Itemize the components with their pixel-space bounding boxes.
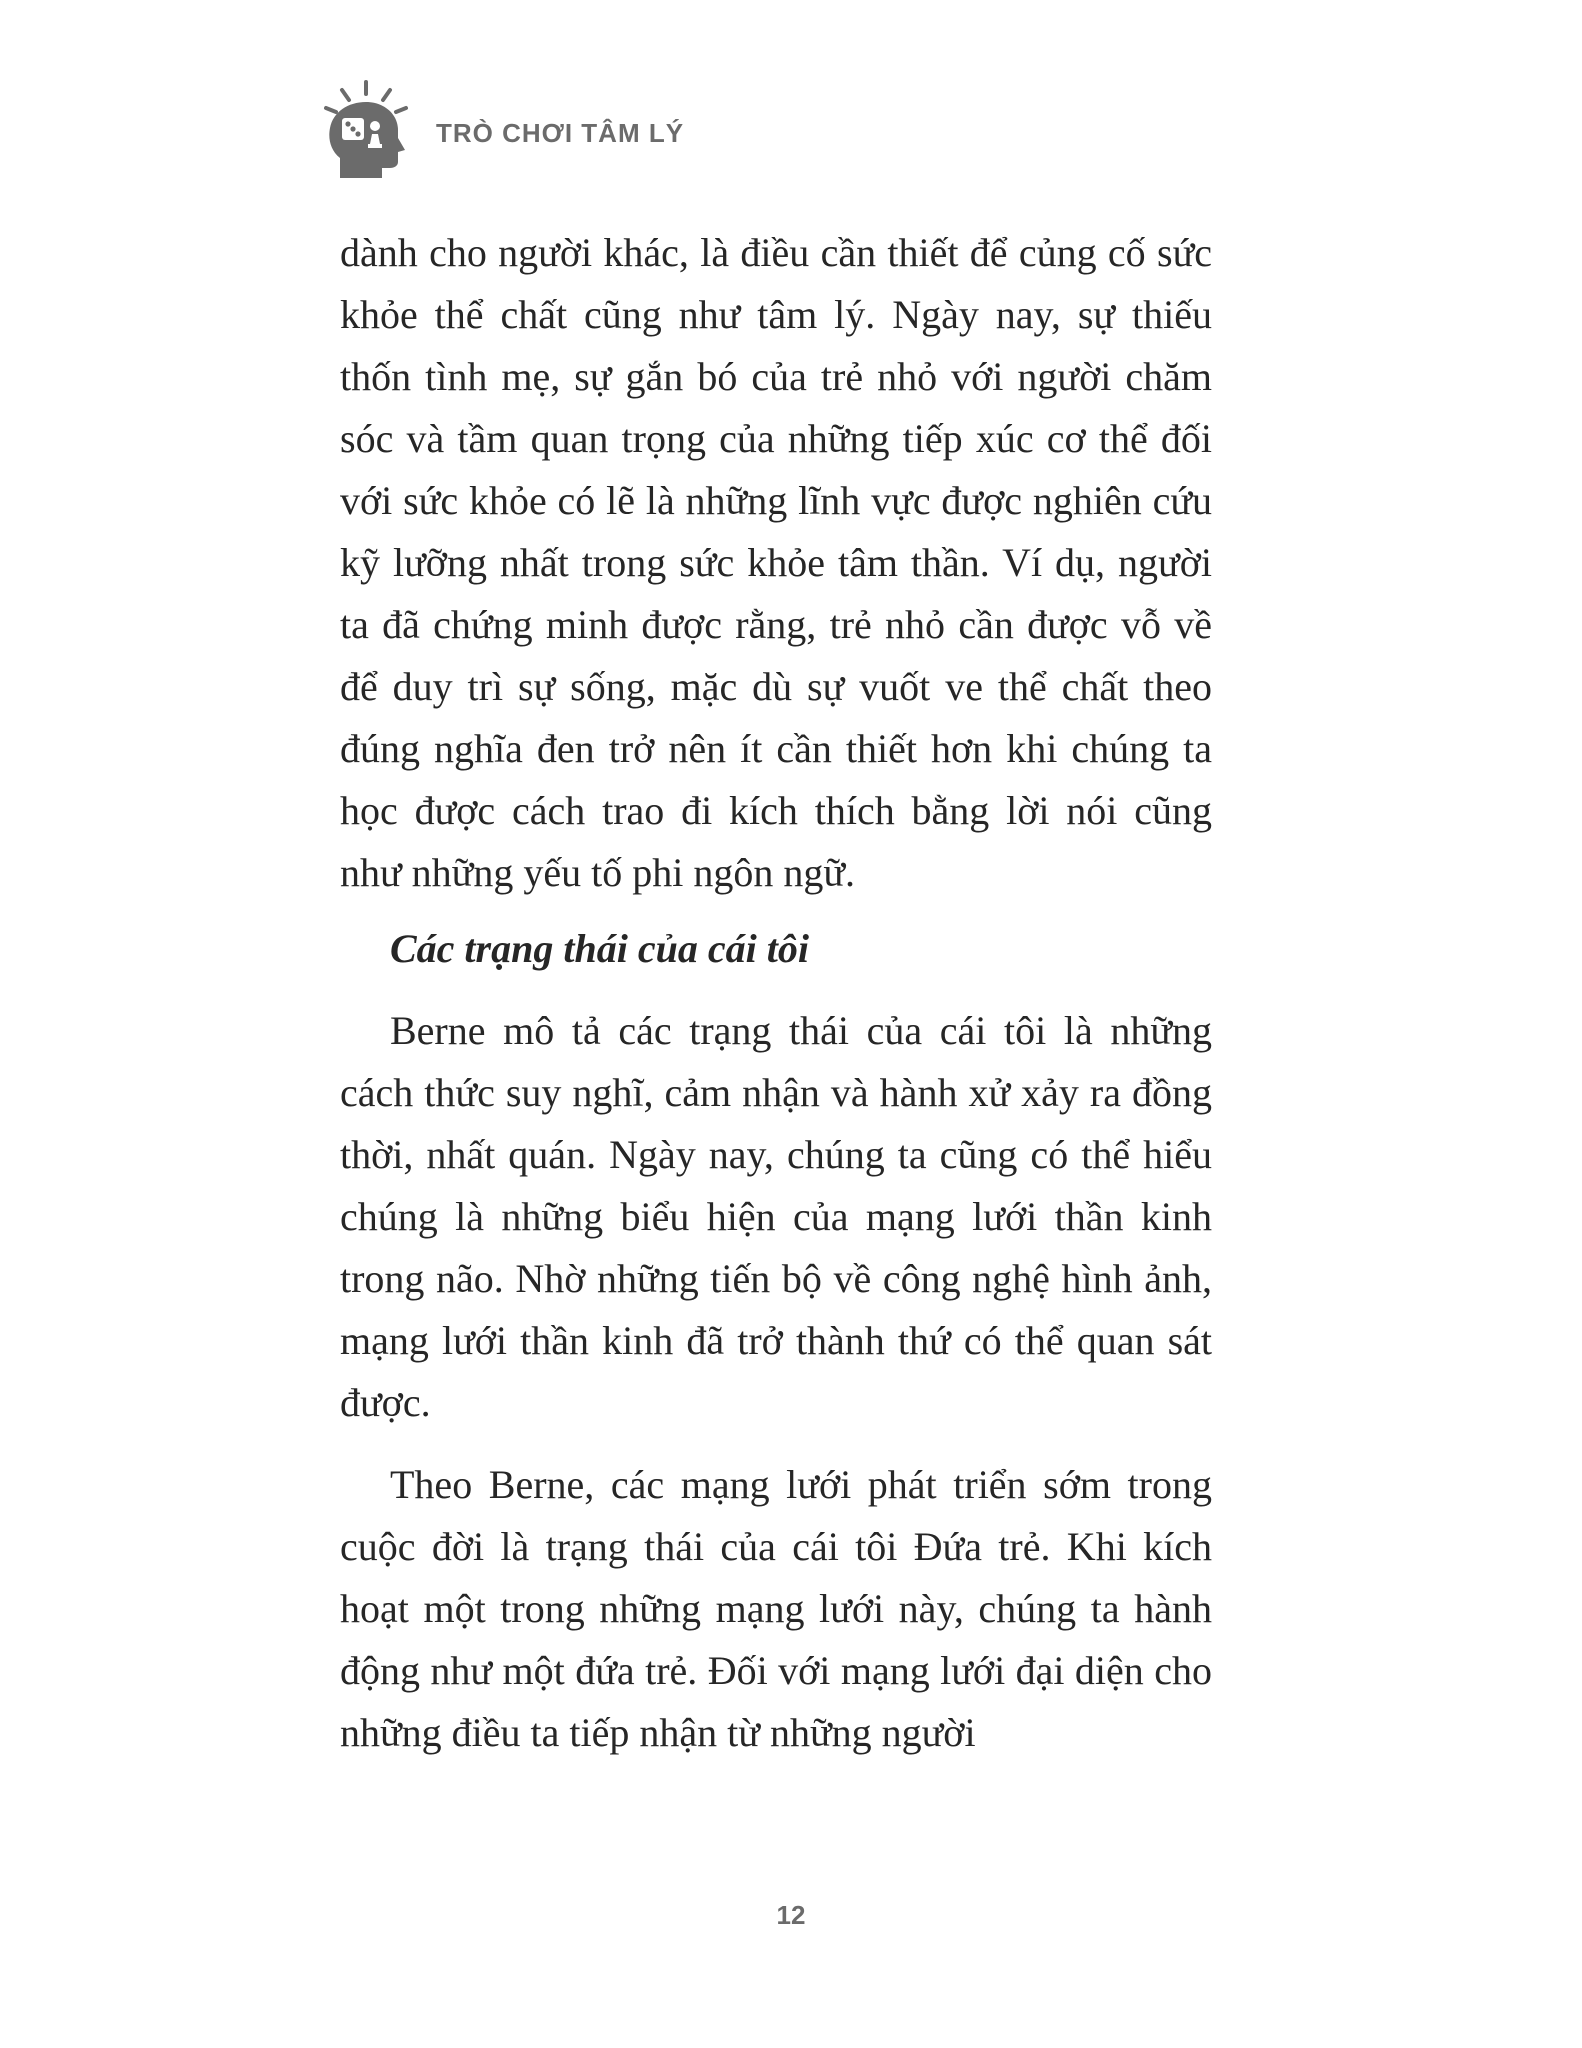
paragraph: Berne mô tả các trạng thái của cái tôi là những cách thức suy nghĩ, cảm nhận và hành xử xảy ra đồng thời, nhất quán. Ngày nay, chúng ta cũng có thể hiểu chúng là những biểu hiện của mạng lưới thần kinh trong não. Nhờ những tiến bộ về công nghệ hình ảnh, mạng lưới thần kinh đã trở thành thứ có thể quan sát được. <box>340 1008 1212 1425</box>
section-heading: Các trạng thái của cái tôi <box>390 926 809 971</box>
paragraph: dành cho người khác, là điều cần thiết để củng cố sức khỏe thể chất cũng như tâm lý. Ngày nay, sự thiếu thốn tình mẹ, sự gắn bó của trẻ nhỏ với người chăm sóc và tầm quan trọng của những tiếp xúc cơ thể đối với sức khỏe có lẽ là những lĩnh vực được nghiên cứu kỹ lưỡng nhất trong sức khỏe tâm thần. Ví dụ, người ta đã chứng minh được rằng, trẻ nhỏ cần được vỗ về để duy trì sự sống, mặc dù sự vuốt ve thể chất theo đúng nghĩa đen trở nên ít cần thiết hơn khi chúng ta học được cách trao đi kích thích bằng lời nói cũng như những yếu tố phi ngôn ngữ. <box>340 230 1212 895</box>
page-header <box>318 78 414 188</box>
paragraph: Theo Berne, các mạng lưới phát triển sớm trong cuộc đời là trạng thái của cái tôi Đứa trẻ. Khi kích hoạt một trong những mạng lưới này, chúng ta hành động như một đứa trẻ. Đối với mạng lưới đại diện cho những điều ta tiếp nhận từ những người <box>340 1462 1212 1755</box>
book-title: TRÒ CHƠI TÂM LÝ <box>436 118 685 148</box>
body-text <box>340 222 1212 1764</box>
page-number: 12 <box>776 1900 806 1930</box>
head-lightbulb-icon <box>318 78 414 188</box>
